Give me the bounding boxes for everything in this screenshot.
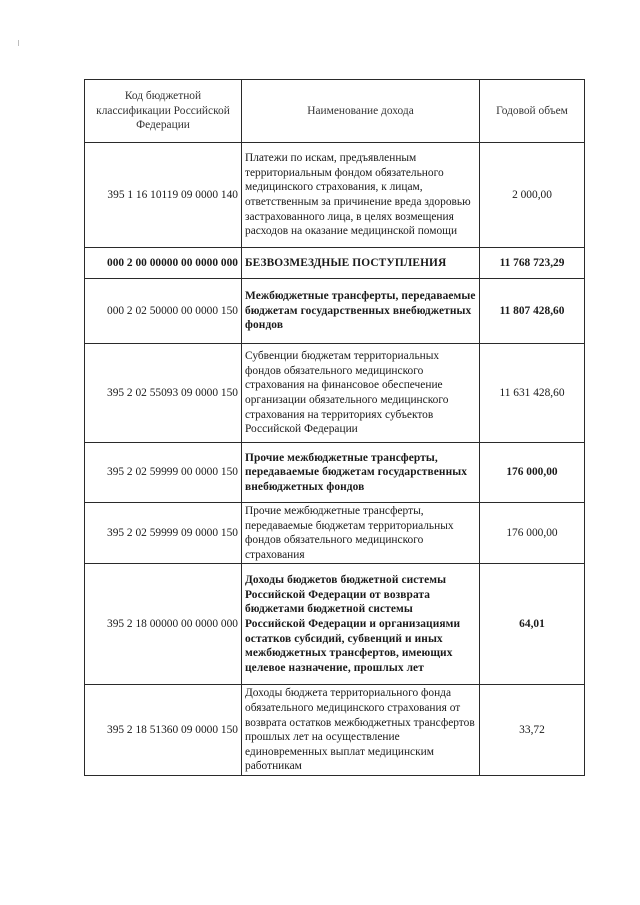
table-row [85,685,585,776]
budget-code-cell: 395 1 16 10119 09 0000 140 [85,143,242,248]
budget-code-cell: 395 2 02 59999 09 0000 150 [85,503,242,564]
annual-amount-cell: 11 631 428,60 [480,344,585,443]
header-name: Наименование дохода [242,80,480,143]
budget-code-cell: 000 2 02 50000 00 0000 150 [85,279,242,344]
income-name-cell: БЕЗВОЗМЕЗДНЫЕ ПОСТУПЛЕНИЯ [242,248,480,279]
annual-amount-cell: 11 768 723,29 [480,248,585,279]
budget-code-cell: 395 2 18 51360 09 0000 150 [85,685,242,776]
table-row [85,248,585,279]
income-name-cell: Субвенции бюджетам территориальных фондов обязательного медицинского страхования на финансовое обеспечение организации обязательного медицинского страхования на территориях субъектов Российской Федерации [242,344,480,443]
table-row [85,503,585,564]
table-row [85,279,585,344]
table-row [85,443,585,503]
scan-margin-mark [18,40,19,46]
budget-code-cell: 395 2 02 55093 09 0000 150 [85,344,242,443]
income-name-cell: Платежи по искам, предъявленным территориальным фондом обязательного медицинского страхования, к лицам, ответственным за причинение вреда здоровью застрахованного лица, в целях возмещения расходов на оказание медицинской помощи [242,143,480,248]
income-name-cell: Межбюджетные трансферты, передаваемые бюджетам государственных внебюджетных фондов [242,279,480,344]
header-amount: Годовой объем [480,80,585,143]
table-row [85,143,585,248]
annual-amount-cell: 11 807 428,60 [480,279,585,344]
annual-amount-cell: 176 000,00 [480,503,585,564]
income-name-cell: Доходы бюджетов бюджетной системы Российской Федерации от возврата бюджетами бюджетной системы Российской Федерации и организациями остатков субсидий, субвенций и иных межбюджетных трансфертов, имеющих целевое назначение, прошлых лет [242,564,480,685]
income-name-cell: Прочие межбюджетные трансферты, передаваемые бюджетам территориальных фондов обязательного медицинского страхования [242,503,480,564]
table-row [85,564,585,685]
budget-code-cell: 000 2 00 00000 00 0000 000 [85,248,242,279]
table-header-row [85,80,585,143]
annual-amount-cell: 64,01 [480,564,585,685]
income-name-cell: Доходы бюджета территориального фонда обязательного медицинского страхования от возврата остатков межбюджетных трансфертов прошлых лет на осуществление единовременных выплат медицинским работникам [242,685,480,776]
header-code: Код бюджетной классификации Российской Федерации [85,80,242,143]
income-table [84,79,585,776]
annual-amount-cell: 2 000,00 [480,143,585,248]
income-name-cell: Прочие межбюджетные трансферты, передаваемые бюджетам государственных внебюджетных фондов [242,443,480,503]
budget-code-cell: 395 2 02 59999 00 0000 150 [85,443,242,503]
annual-amount-cell: 176 000,00 [480,443,585,503]
budget-code-cell: 395 2 18 00000 00 0000 000 [85,564,242,685]
table-row [85,344,585,443]
annual-amount-cell: 33,72 [480,685,585,776]
